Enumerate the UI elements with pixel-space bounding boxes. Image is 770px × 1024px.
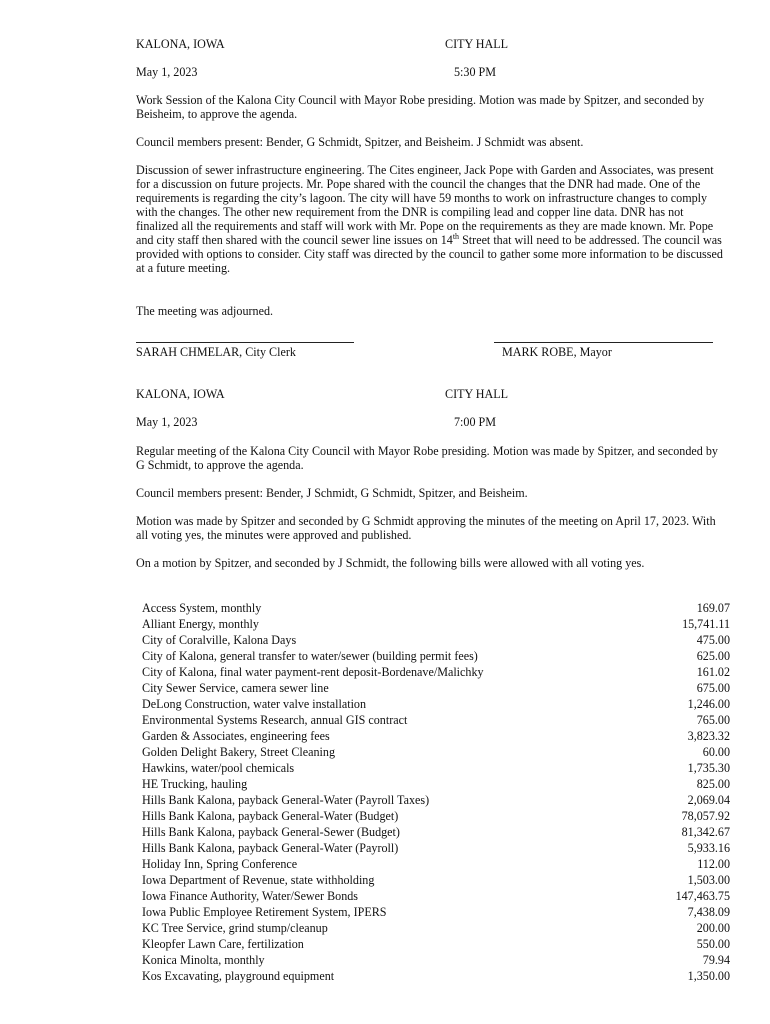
bill-amount: 765.00 [696, 713, 730, 727]
bill-amount: 81,342.67 [681, 825, 730, 839]
bill-payee: Iowa Department of Revenue, state withholding [142, 873, 375, 887]
bill-payee: HE Trucking, hauling [142, 777, 248, 791]
rm-minutes: Motion was made by Spitzer and seconded by G Schmidt approving the minutes of the meeting on April 17, 2023. With all voting yes, the minutes were approved and published. [136, 514, 716, 542]
bill-row [142, 712, 730, 728]
clerk-signature-name: SARAH CHMELAR, City Clerk [136, 345, 296, 359]
bill-row [142, 616, 730, 632]
bill-amount: 147,463.75 [675, 889, 730, 903]
bill-payee: Golden Delight Bakery, Street Cleaning [142, 745, 336, 759]
rm-members: Council members present: Bender, J Schmidt, G Schmidt, Spitzer, and Beisheim. [136, 486, 528, 500]
bill-amount: 60.00 [702, 745, 730, 759]
rm-date: May 1, 2023 [136, 415, 198, 429]
bill-amount: 5,933.16 [687, 841, 730, 855]
bill-amount: 1,503.00 [687, 873, 730, 887]
bill-row [142, 888, 730, 904]
bill-payee: City of Kalona, final water payment-rent deposit-Bordenave/Malichky [142, 665, 484, 679]
ws-location: CITY HALL [445, 37, 509, 51]
bill-amount: 1,350.00 [687, 969, 730, 983]
bill-amount: 169.07 [696, 601, 730, 615]
bill-amount: 1,735.30 [687, 761, 730, 775]
bill-payee: DeLong Construction, water valve installation [142, 697, 367, 711]
bill-row [142, 936, 730, 952]
bill-payee: Alliant Energy, monthly [142, 617, 259, 631]
bill-payee: Iowa Finance Authority, Water/Sewer Bonds [142, 889, 358, 903]
bill-payee: KC Tree Service, grind stump/cleanup [142, 921, 328, 935]
bill-row [142, 968, 730, 984]
mayor-signature-line [494, 342, 713, 343]
bill-amount: 15,741.11 [682, 617, 730, 631]
bill-payee: Hills Bank Kalona, payback General-Water (Payroll) [142, 841, 399, 855]
bill-payee: Hawkins, water/pool chemicals [142, 761, 295, 775]
bill-row [142, 680, 730, 696]
bill-payee: Holiday Inn, Spring Conference [142, 857, 298, 871]
ws-adjourned: The meeting was adjourned. [136, 304, 274, 318]
bill-payee: Hills Bank Kalona, payback General-Sewer (Budget) [142, 825, 400, 839]
bill-payee: Kleopfer Lawn Care, fertilization [142, 937, 304, 951]
bill-amount: 78,057.92 [681, 809, 730, 823]
bill-amount: 2,069.04 [687, 793, 730, 807]
rm-intro: Regular meeting of the Kalona City Council with Mayor Robe presiding. Motion was made by Spitzer, and seconded by G Schmidt, to approve the agenda. [136, 444, 718, 472]
ws-discussion-before: Discussion of sewer infrastructure engineering. The Cites engineer, Jack Pope with Garden and Associates, was present for a discussion on future projects. Mr. Pope shared with the council the changes that the DNR had made. One of the requirements is regarding the city’s lagoon. The city will have 59 months to work on infrastructure changes to comply with the changes. The other new requirement from the DNR is compiling lead and copper line data. DNR has not finalized all the requirements and staff will work with Mr. Pope on the requirements as they are made known. Mr. Pope and city staff then shared with the council sewer line issues on 14 [136, 163, 714, 247]
bill-row [142, 808, 730, 824]
ws-time: 5:30 PM [454, 65, 497, 79]
bill-amount: 675.00 [696, 681, 730, 695]
bill-row [142, 760, 730, 776]
ws-discussion [136, 163, 726, 275]
clerk-signature-line [136, 342, 354, 343]
mayor-signature-name: MARK ROBE, Mayor [502, 345, 612, 359]
ws-discussion-superscript: th [452, 231, 460, 241]
bill-row [142, 600, 730, 616]
rm-city: KALONA, IOWA [136, 387, 225, 401]
bill-row [142, 952, 730, 968]
bill-amount: 79.94 [702, 953, 730, 967]
bill-payee: Iowa Public Employee Retirement System, IPERS [142, 905, 387, 919]
bill-amount: 112.00 [697, 857, 730, 871]
bill-payee: City of Kalona, general transfer to water/sewer (building permit fees) [142, 649, 478, 663]
bill-payee: Hills Bank Kalona, payback General-Water (Budget) [142, 809, 399, 823]
rm-location: CITY HALL [445, 387, 509, 401]
bill-row [142, 904, 730, 920]
ws-city: KALONA, IOWA [136, 37, 225, 51]
bill-payee: City Sewer Service, camera sewer line [142, 681, 329, 695]
bill-row [142, 744, 730, 760]
bill-amount: 625.00 [696, 649, 730, 663]
bills-list [142, 600, 730, 984]
bill-payee: Konica Minolta, monthly [142, 953, 265, 967]
bill-row [142, 920, 730, 936]
bill-amount: 161.02 [696, 665, 730, 679]
bill-row [142, 632, 730, 648]
bill-amount: 1,246.00 [687, 697, 730, 711]
bill-amount: 200.00 [696, 921, 730, 935]
bill-amount: 825.00 [696, 777, 730, 791]
bill-row [142, 824, 730, 840]
bill-row [142, 840, 730, 856]
bill-payee: Kos Excavating, playground equipment [142, 969, 335, 983]
bill-payee: Garden & Associates, engineering fees [142, 729, 330, 743]
bill-row [142, 648, 730, 664]
bill-payee: Environmental Systems Research, annual GIS contract [142, 713, 408, 727]
bill-amount: 7,438.09 [687, 905, 730, 919]
bill-row [142, 728, 730, 744]
bill-row [142, 856, 730, 872]
ws-members: Council members present: Bender, G Schmidt, Spitzer, and Beisheim. J Schmidt was absent. [136, 135, 584, 149]
bill-amount: 3,823.32 [687, 729, 730, 743]
rm-bills-intro: On a motion by Spitzer, and seconded by J Schmidt, the following bills were allowed with all voting yes. [136, 556, 645, 570]
bill-amount: 475.00 [696, 633, 730, 647]
bill-row [142, 776, 730, 792]
bill-row [142, 696, 730, 712]
bill-payee: Access System, monthly [142, 601, 262, 615]
bill-row [142, 664, 730, 680]
ws-discussion-after: Street that will need to be addressed. The council was provided with options to consider. City staff was directed by the council to gather some more information to be discussed at a future meeting. [136, 233, 723, 275]
bill-row [142, 872, 730, 888]
bill-payee: Hills Bank Kalona, payback General-Water (Payroll Taxes) [142, 793, 430, 807]
rm-time: 7:00 PM [454, 415, 497, 429]
bill-amount: 550.00 [696, 937, 730, 951]
ws-intro: Work Session of the Kalona City Council with Mayor Robe presiding. Motion was made by Spitzer, and seconded by Beisheim, to approve the agenda. [136, 93, 705, 121]
ws-date: May 1, 2023 [136, 65, 198, 79]
bill-row [142, 792, 730, 808]
bill-payee: City of Coralville, Kalona Days [142, 633, 297, 647]
